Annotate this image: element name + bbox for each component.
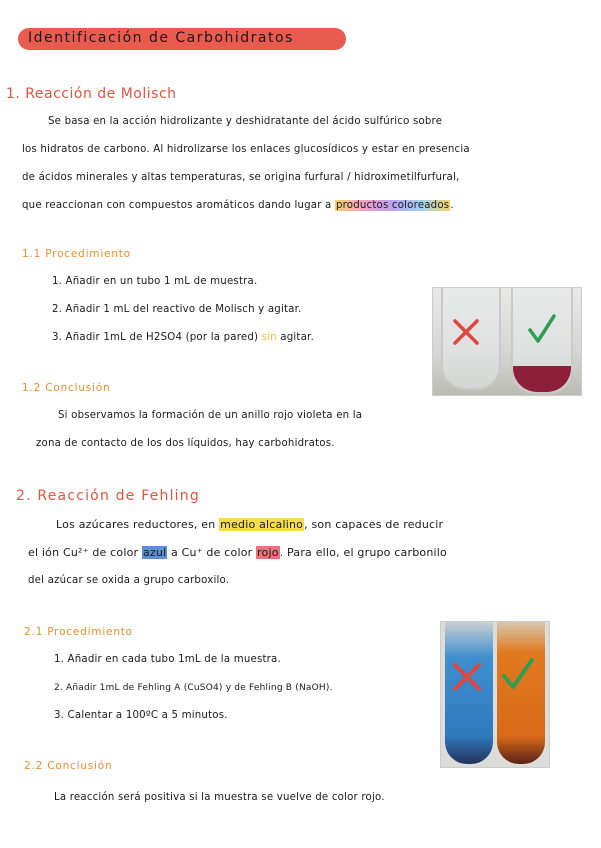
cross-icon bbox=[451, 318, 481, 346]
negative-test-tube bbox=[445, 622, 493, 764]
molisch-intro-line-1: Se basa en la acción hidrolizante y deshidratante del ácido sulfúrico sobre bbox=[48, 116, 443, 127]
fehling-conclusion-heading: 2.2 Conclusión bbox=[24, 760, 113, 772]
molisch-conclusion-heading: 1.2 Conclusión bbox=[22, 382, 111, 394]
sin-highlight: sin bbox=[261, 332, 277, 343]
molisch-step-3-text: 3. Añadir 1mL de H2SO4 (por la pared) bbox=[52, 332, 262, 343]
fehling-conclusion: La reacción será positiva si la muestra se vuelve de color rojo. bbox=[54, 792, 385, 803]
fehling-procedure-heading: 2.1 Procedimiento bbox=[24, 626, 133, 638]
fehling-intro-line-2-text: el ión Cu²⁺ de color bbox=[28, 546, 142, 559]
check-icon bbox=[501, 656, 535, 692]
fehling-intro-line-2-end: . Para ello, el grupo carbonilo bbox=[279, 546, 447, 559]
highlight-productos-coloreados: productos coloreados bbox=[335, 200, 450, 211]
molisch-intro-line-4-end: . bbox=[450, 200, 454, 211]
fehling-intro-line-2-mid: a Cu⁺ de color bbox=[167, 546, 257, 559]
fehling-step-2: 2. Añadir 1mL de Fehling A (CuSO4) y de Fehling B (NaOH). bbox=[54, 683, 333, 693]
molisch-step-2: 2. Añadir 1 mL del reactivo de Molisch y agitar. bbox=[52, 304, 302, 315]
molisch-test-tubes-photo bbox=[432, 287, 582, 396]
cross-icon bbox=[451, 662, 483, 692]
molisch-conclusion-line-2: zona de contacto de los dos líquidos, hay carbohidratos. bbox=[36, 438, 335, 449]
highlight-medio-alcalino: medio alcalino bbox=[220, 518, 304, 531]
molisch-step-3-end: agitar. bbox=[276, 332, 314, 343]
molisch-heading: 1. Reacción de Molisch bbox=[6, 86, 177, 102]
molisch-step-3 bbox=[52, 324, 314, 352]
highlight-rojo: rojo bbox=[257, 546, 279, 559]
molisch-intro-line-4 bbox=[22, 192, 454, 220]
fehling-step-1: 1. Añadir en cada tubo 1mL de la muestra. bbox=[54, 654, 281, 665]
molisch-intro-line-2: los hidratos de carbono. Al hidrolizarse los enlaces glucosídicos y estar en presencia bbox=[22, 144, 470, 155]
fehling-test-tubes-photo bbox=[440, 621, 550, 768]
molisch-intro-line-4-text: que reaccionan con compuestos aromáticos dando lugar a bbox=[22, 200, 335, 211]
molisch-procedure-heading: 1.1 Procedimiento bbox=[22, 248, 131, 260]
highlight-azul: azul bbox=[142, 546, 167, 559]
check-icon bbox=[527, 312, 557, 346]
fehling-step-3: 3. Calentar a 100ºC a 5 minutos. bbox=[54, 710, 228, 721]
fehling-intro-line-2 bbox=[28, 539, 447, 567]
fehling-heading: 2. Reacción de Fehling bbox=[16, 488, 200, 504]
page-title: Identificación de Carbohidratos bbox=[28, 30, 294, 46]
fehling-intro-line-1 bbox=[56, 511, 443, 539]
positive-test-tube bbox=[497, 622, 545, 764]
molisch-conclusion-line-1: Si observamos la formación de un anillo rojo violeta en la bbox=[58, 410, 363, 421]
fehling-intro-line-1-text: Los azúcares reductores, en bbox=[56, 518, 220, 531]
molisch-intro-line-3: de ácidos minerales y altas temperaturas, se origina furfural / hidroximetilfurfural, bbox=[22, 172, 460, 183]
fehling-intro-line-1-end: , son capaces de reducir bbox=[304, 518, 444, 531]
molisch-step-1: 1. Añadir en un tubo 1 mL de muestra. bbox=[52, 276, 258, 287]
fehling-intro-line-3: del azúcar se oxida a grupo carboxilo. bbox=[28, 575, 230, 586]
